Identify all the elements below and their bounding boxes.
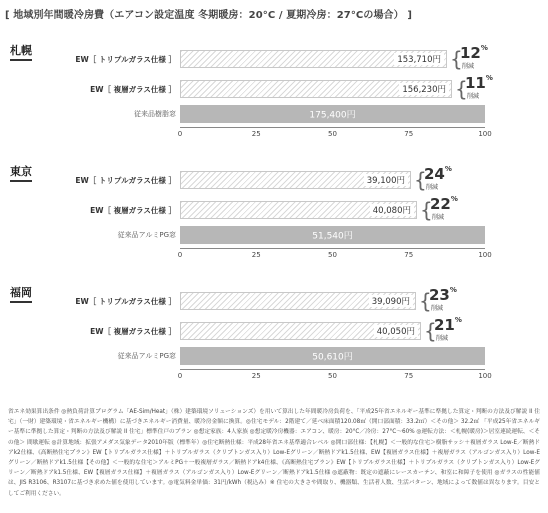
brace-icon: {: [450, 47, 463, 71]
category-label: 従来品アルミPG窓: [117, 231, 176, 239]
brace-icon: {: [420, 198, 433, 222]
reduction-unit: %: [444, 165, 452, 173]
category-label: 従来品アルミPG窓: [117, 352, 176, 360]
reduction-label: [465, 74, 493, 100]
data-label: 40,050円: [374, 325, 418, 337]
reduction-value: 11: [465, 74, 486, 92]
city-label: 札幌: [10, 42, 32, 61]
data-label: 39,100円: [364, 174, 408, 186]
brace-icon: {: [455, 77, 468, 101]
tick-label: 75: [404, 130, 414, 138]
reduction-caption: 削減: [462, 63, 475, 70]
tick-label: 50: [328, 251, 337, 259]
tick-label: 50: [328, 372, 337, 380]
reduction-label: [429, 286, 457, 312]
reduction-value: 21: [434, 316, 455, 334]
tick-label: 100: [478, 372, 492, 380]
tick-label: 0: [177, 372, 183, 380]
reduction-unit: %: [480, 44, 488, 52]
category-label: EW［ トリプルガラス仕様 ］: [75, 55, 176, 64]
category-label: EW［ 複層ガラス仕様 ］: [90, 85, 176, 94]
tick-label: 0: [177, 251, 183, 259]
reduction-unit: %: [454, 316, 462, 324]
reduction-value: 24: [424, 165, 445, 183]
bar: [180, 292, 416, 310]
category-label: 従来品樹脂窓: [134, 110, 176, 118]
reduction-caption: 削減: [426, 184, 439, 191]
tick-label: 50: [328, 130, 337, 138]
reduction-label: [460, 44, 488, 70]
bar: [180, 226, 485, 244]
bar: [180, 322, 421, 340]
bar: [180, 171, 411, 189]
category-label: EW［ トリプルガラス仕様 ］: [75, 176, 176, 185]
reduction-unit: %: [485, 74, 493, 82]
reduction-value: 12: [460, 44, 481, 62]
tick-label: 100: [478, 130, 492, 138]
tick-label: 75: [404, 251, 414, 259]
footnotes: 省エネ効果算出条件 ◎熱負荷計算プログラム「AE-Sim/Heat」（株）建築環境ソリューションズ）を用いて算出した年間暖冷房負荷を、「平成25年省エネルギー基準に準拠した算定・判断の方法及び解説 II 住宅」（一財）建築環境・省エネルギー機構）に基づきエネルギー消費量、暖冷房金額に換算。◎住宅モデル：2階建て／延べ床面積120.08㎡（開口部面積：33.2㎡）＜その他＞ 32.2㎡ 「平成25年省エネルギー基準に準拠した算定・判断の方法及び解説 II 住宅」標準住戸のプラン ◎想定家族：4人家族 ◎想定暖冷房機器：エアコン、暖房：20°C／冷房：27°C〜60% ◎運転方法：＜札幌(暖房)＞居室連続運転、＜その他＞ 間歇運転 ◎計算地域：拡張アメダス気象データ2010年版（標準年）◎住宅断熱仕様：平成28年省エネ基準適合レベル ◎開口部仕様：【札幌】＜一般的な住宅＞樹脂サッシ＋複層ガラス Low-E／断熱ドアk2仕様、《高断熱住宅プラン》EW【トリプルガラス仕様】＋トリプルガラス（クリプトンガス入り）Low-Eグリーン／断熱ドアk1.5仕様、EW【複層ガラス仕様】＋複層ガラス（アルゴンガス入り）Low-Eグリーン／断熱ドアk1.5仕様【その他】＜一般的な住宅＞アルミPG＋一般複層ガラス／断熱ドアk4仕様、《高断熱住宅プラン》EW【トリプルガラス仕様】＋トリプルガラス（クリプトンガス入り）Low-Eグリーン／断熱ドアk1.5仕様、EW【複層ガラス仕様】＋複層ガラス（アルゴンガス入り）Low-Eグリーン／断熱ドアk1.5仕様 ◎遮蔽物：既定の遮蔽にレースカーテン、和室に和障子を使用 ◎ガラスの性能値は、JIS R3106、R3107に基づき求めた値を使用しています。◎電気料金単価：31円/kWh（税込み）※ 住宅の大きさや間取り、機器類、生活者人数、生活パターン、地域によって数値は異なります。目安としてご利用ください。: [8, 409, 540, 497]
bar: [180, 201, 417, 219]
tick-label: 75: [404, 372, 414, 380]
bar: [180, 347, 485, 365]
brace-icon: {: [419, 289, 432, 313]
brace-icon: {: [424, 319, 437, 343]
reduction-caption: 削減: [432, 214, 445, 221]
tick-label: 25: [251, 130, 261, 138]
data-label: 50,610円: [312, 352, 353, 363]
tick-label: 0: [177, 130, 183, 138]
reduction-unit: %: [449, 286, 457, 294]
data-label: 156,230円: [399, 83, 449, 95]
reduction-unit: %: [450, 195, 458, 203]
city-label: 福岡: [10, 284, 32, 303]
reduction-caption: 削減: [467, 93, 480, 100]
chart-title: [ 地域別年間暖冷房費（エアコン設定温度 冬期暖房：20°C / 夏期冷房：27°Cの場合） ]: [5, 10, 413, 21]
data-label: 39,090円: [369, 295, 413, 307]
reduction-value: 23: [429, 286, 450, 304]
reduction-caption: 削減: [431, 305, 444, 312]
bar: [180, 80, 452, 98]
bar: [180, 105, 485, 123]
x-axis: [180, 248, 485, 249]
brace-icon: {: [414, 168, 427, 192]
city-label: 東京: [10, 163, 32, 182]
category-label: EW［ 複層ガラス仕様 ］: [90, 327, 176, 336]
data-label: 153,710円: [394, 53, 444, 65]
reduction-value: 22: [430, 195, 451, 213]
x-axis: [180, 369, 485, 370]
tick-label: 25: [251, 372, 261, 380]
bar: [180, 50, 447, 68]
reduction-caption: 削減: [436, 335, 449, 342]
data-label: 175,400円: [309, 110, 356, 121]
x-axis: [180, 127, 485, 128]
data-label: 40,080円: [370, 204, 414, 216]
category-label: EW［ 複層ガラス仕様 ］: [90, 206, 176, 215]
reduction-label: [430, 195, 458, 221]
data-label: 51,540円: [312, 231, 353, 242]
reduction-label: [434, 316, 462, 342]
reduction-label: [424, 165, 452, 191]
tick-label: 25: [251, 251, 261, 259]
tick-label: 100: [478, 251, 492, 259]
category-label: EW［ トリプルガラス仕様 ］: [75, 297, 176, 306]
